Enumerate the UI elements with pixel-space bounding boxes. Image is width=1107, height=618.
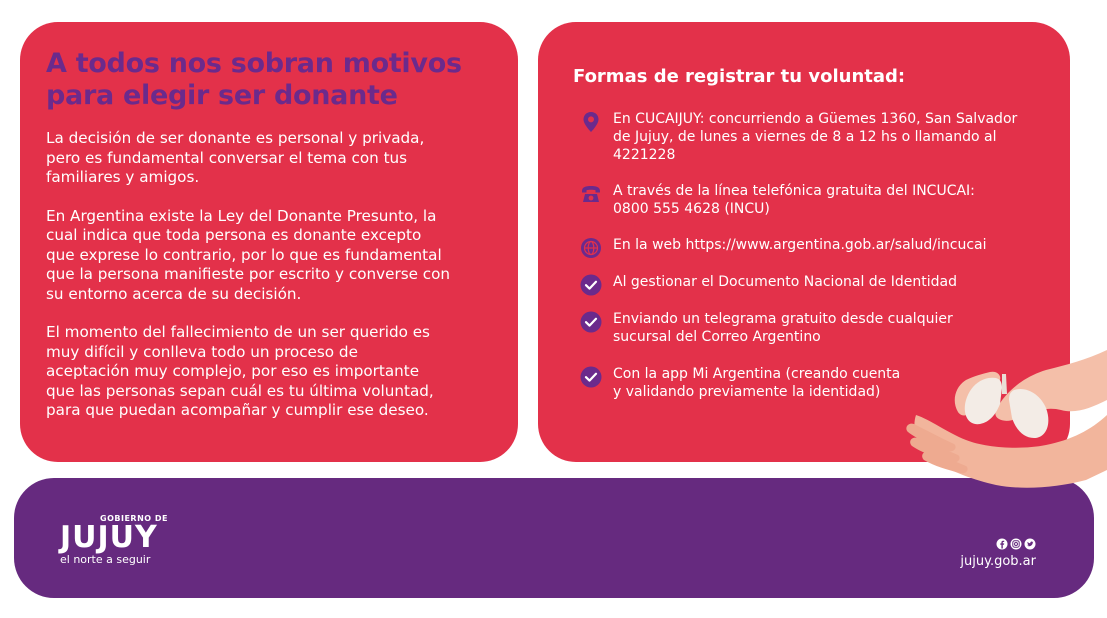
paragraph-line: muy difícil y conlleva todo un proceso de xyxy=(46,342,358,361)
check-circle-icon xyxy=(580,366,602,388)
check-circle-icon xyxy=(580,274,602,296)
paragraph-line: su entorno acerca de su decisión. xyxy=(46,284,302,303)
paragraph-line: pero es fundamental conversar el tema con tus xyxy=(46,148,408,167)
paragraph-line: que exprese lo contrario, por lo que es fundamental xyxy=(46,245,442,264)
jujuy-logo xyxy=(60,508,180,568)
way-cucaijuy xyxy=(573,110,1040,164)
way-line: 4221228 xyxy=(613,147,676,163)
phone-icon xyxy=(580,183,602,205)
motivos-card xyxy=(20,22,518,462)
logo-jujuy: JUJUY xyxy=(60,520,158,555)
way-line: En CUCAIJUY: concurriendo a Güemes 1360, San Salvador xyxy=(613,111,1018,127)
motivos-title-line: para elegir ser donante xyxy=(46,80,398,111)
paragraph-line: para que puedan acompañar y cumplir ese deseo. xyxy=(46,401,429,419)
formas-title: Formas de registrar tu voluntad: xyxy=(573,66,906,87)
paragraph-line: La decisión de ser donante es personal y privada, xyxy=(46,129,425,147)
paragraph-momento xyxy=(46,323,492,421)
way-telefono xyxy=(573,182,1040,218)
twitter-icon[interactable] xyxy=(1025,539,1036,550)
paragraph-ley xyxy=(46,207,492,305)
instagram-icon[interactable] xyxy=(1011,539,1022,550)
way-line: 0800 555 4628 (INCU) xyxy=(613,201,770,217)
way-line: Al gestionar el Documento Nacional de Identidad xyxy=(613,274,957,290)
paragraph-line: cual indica que toda persona es donante excepto xyxy=(46,226,422,244)
social-icons xyxy=(996,538,1036,550)
facebook-icon[interactable] xyxy=(997,539,1008,550)
check-circle-icon xyxy=(580,311,602,333)
way-line: y validando previamente la identidad) xyxy=(613,384,881,400)
site-url[interactable]: jujuy.gob.ar xyxy=(960,554,1036,569)
way-line: En la web https://www.argentina.gob.ar/salud/incucai xyxy=(613,237,987,253)
way-line: sucursal del Correo Argentino xyxy=(613,329,821,345)
motivos-title-line: A todos nos sobran motivos xyxy=(46,48,462,79)
logo-gobierno-de: GOBIERNO DE xyxy=(100,514,168,523)
way-line: de Jujuy, de lunes a viernes de 8 a 12 hs o llamando al xyxy=(613,129,997,145)
way-web xyxy=(573,236,1040,254)
globe-icon xyxy=(580,237,602,259)
map-pin-icon xyxy=(580,111,602,133)
paragraph-line: El momento del fallecimiento de un ser querido es xyxy=(46,323,430,341)
way-line: A través de la línea telefónica gratuita del INCUCAI: xyxy=(613,183,975,199)
way-line: Enviando un telegrama gratuito desde cualquier xyxy=(613,311,953,327)
paragraph-line: que la persona manifieste por escrito y converse con xyxy=(46,265,451,283)
paragraph-decision xyxy=(46,129,492,188)
logo-slogan: el norte a seguir xyxy=(60,553,151,566)
hands-with-lungs-image xyxy=(896,320,1107,515)
way-line: Con la app Mi Argentina (creando cuenta xyxy=(613,366,901,382)
paragraph-line: que las personas sepan cuál es tu última voluntad, xyxy=(46,381,434,400)
motivos-title xyxy=(46,48,492,112)
way-dni xyxy=(573,273,1040,291)
paragraph-line: aceptación muy complejo, por eso es importante xyxy=(46,362,420,380)
paragraph-line: familiares y amigos. xyxy=(46,168,200,186)
paragraph-line: En Argentina existe la Ley del Donante Presunto, la xyxy=(46,206,437,225)
